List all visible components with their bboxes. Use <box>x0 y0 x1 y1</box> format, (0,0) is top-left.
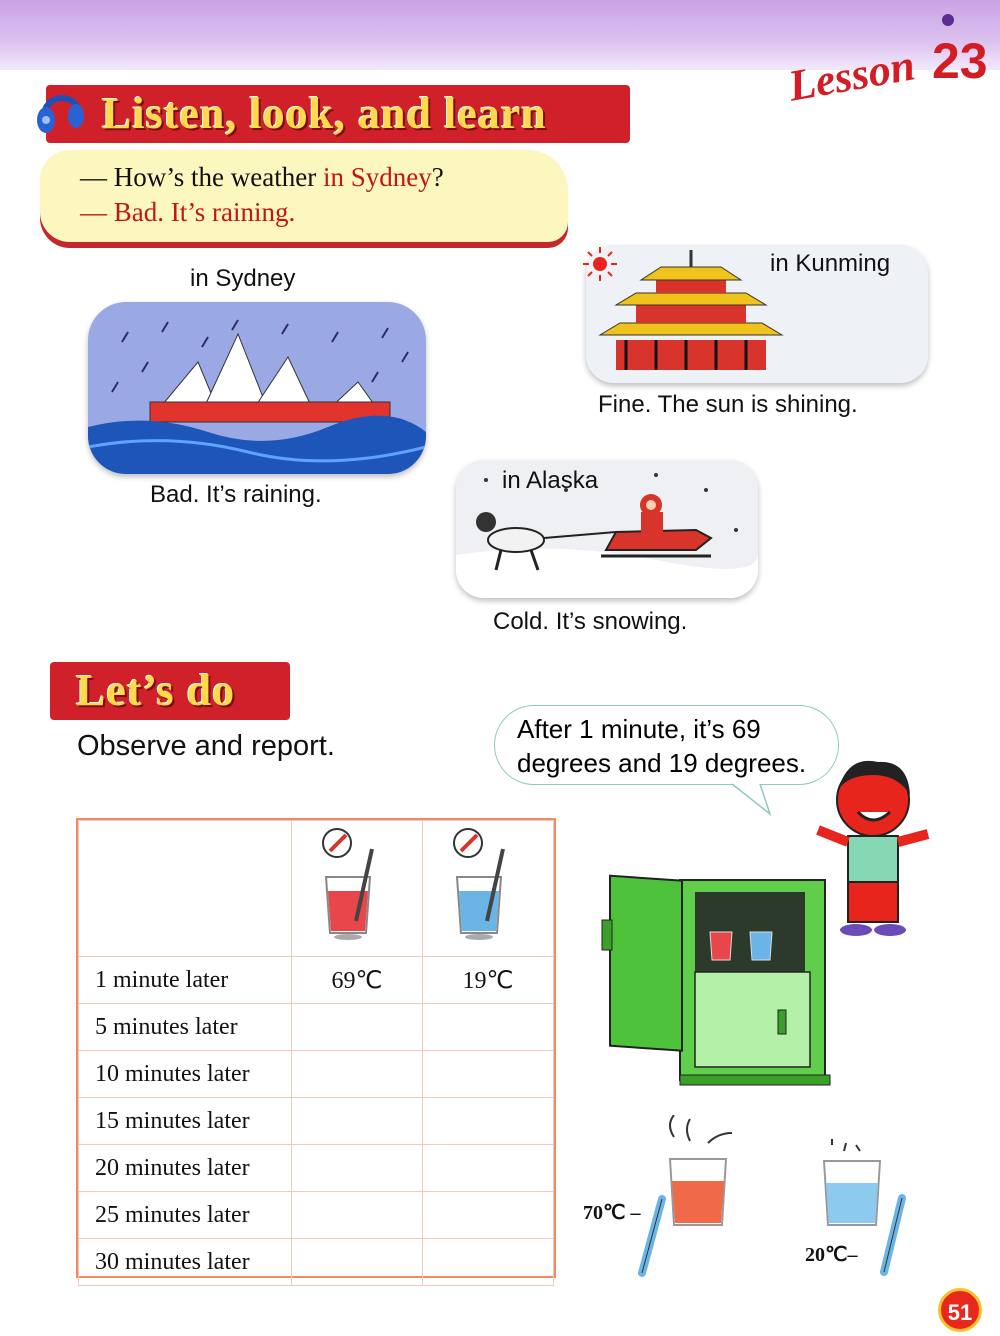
thermometer-icon-cold <box>878 1194 908 1280</box>
hot-steam-cup-image <box>660 1115 740 1235</box>
speech-line-1: After 1 minute, it’s 69 <box>517 714 761 744</box>
cold-cup-icon <box>423 821 553 949</box>
cold-value <box>423 1145 554 1192</box>
table-row <box>79 1145 554 1192</box>
speech-tail <box>730 782 775 818</box>
section-title-listen: Listen, look, and learn <box>102 89 547 138</box>
row-label: 15 minutes later <box>79 1098 292 1145</box>
hot-value <box>292 1145 423 1192</box>
row-label: 1 minute later <box>79 957 292 1004</box>
table-row <box>79 1239 554 1286</box>
section-banner-letsdo <box>50 662 290 720</box>
speech-bubble <box>494 705 839 785</box>
boy-image <box>808 750 938 940</box>
place-alaska: in Alaska <box>502 467 599 494</box>
row-label: 10 minutes later <box>79 1051 292 1098</box>
sun-icon <box>580 244 620 284</box>
table-header-empty <box>79 821 292 957</box>
table-row <box>79 1098 554 1145</box>
hot-value <box>292 1004 423 1051</box>
cold-value <box>423 1051 554 1098</box>
section-title-letsdo: Let’s do <box>76 666 236 715</box>
row-label: 5 minutes later <box>79 1004 292 1051</box>
hot-cup-icon <box>292 821 422 949</box>
hot-value <box>292 1098 423 1145</box>
table-header-row <box>79 821 554 957</box>
caption-sydney: Bad. It’s raining. <box>150 481 322 508</box>
lesson-label <box>782 20 997 111</box>
cold-cup-header <box>423 821 554 957</box>
cold-value: 19℃ <box>423 957 554 1004</box>
hot-value <box>292 1051 423 1098</box>
row-label: 30 minutes later <box>79 1239 292 1286</box>
sydney-image <box>88 302 426 474</box>
section-banner-listen <box>46 85 630 143</box>
lesson-number: 23 <box>932 33 988 89</box>
cold-value <box>423 1239 554 1286</box>
hot-cup-header <box>292 821 423 957</box>
hot-temp-label: 70℃ – <box>583 1202 641 1224</box>
dialog-text <box>80 160 550 230</box>
thermometer-icon <box>634 1195 670 1281</box>
table-row <box>79 1004 554 1051</box>
table-row <box>79 1051 554 1098</box>
speech-line-2: degrees and 19 degrees. <box>517 748 807 778</box>
page-number: 51 <box>938 1288 982 1332</box>
cabinet-image <box>600 860 840 1090</box>
hot-value: 69℃ <box>292 957 423 1004</box>
instruction-text: Observe and report. <box>77 730 335 762</box>
place-kunming: in Kunming <box>770 250 891 277</box>
table-row <box>79 1192 554 1239</box>
observation-table <box>78 820 554 1286</box>
table-row <box>79 957 554 1004</box>
row-label: 20 minutes later <box>79 1145 292 1192</box>
cold-value <box>423 1004 554 1051</box>
cold-temp-label: 20℃– <box>805 1244 858 1266</box>
cold-value <box>423 1192 554 1239</box>
dialog-question: — How’s the weather in Sydney? <box>80 162 444 192</box>
headphones-icon <box>34 80 86 140</box>
hot-value <box>292 1192 423 1239</box>
cold-value <box>423 1098 554 1145</box>
observation-table-frame <box>76 818 556 1278</box>
hot-value <box>292 1239 423 1286</box>
lesson-word: Lesson <box>784 40 919 111</box>
caption-alaska: Cold. It’s snowing. <box>493 608 688 635</box>
place-sydney: in Sydney <box>190 265 296 292</box>
row-label: 25 minutes later <box>79 1192 292 1239</box>
dialog-answer: — Bad. It’s raining. <box>80 197 296 227</box>
caption-kunming: Fine. The sun is shining. <box>598 391 858 418</box>
